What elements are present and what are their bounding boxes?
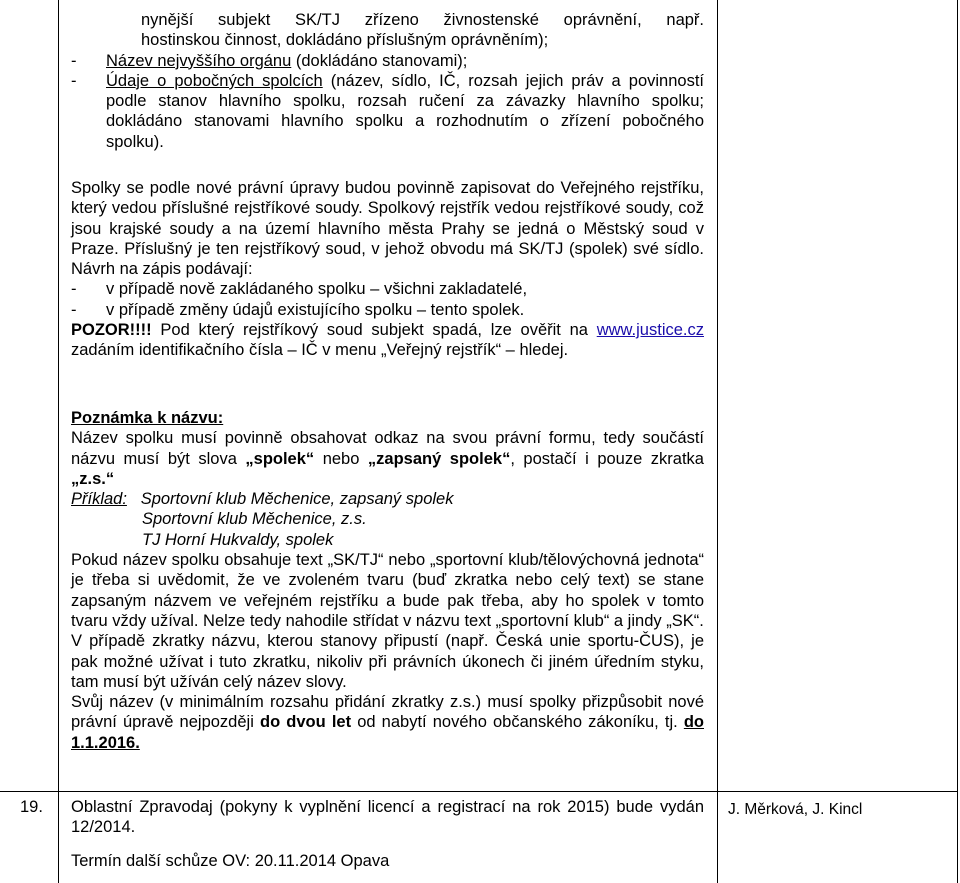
- note-section: [71, 408, 704, 753]
- responsible-persons: J. Měrková, J. Kincl: [728, 801, 863, 818]
- list-item: - Údaje o pobočných spolcích (název, sídlo, IČ, rozsah jejich práv a povinností podle stanov hlavního spolku, rozsah ručení za závazky hlavního spolku; dokládáno stanovami hlavního spolku a rozhodnutím o zřízení pobočného spolku).: [71, 71, 704, 151]
- top-line-2: hostinskou činnost, dokládáno příslušným oprávněním);: [141, 31, 549, 50]
- note-paragraph: Pokud název spolku obsahuje text „SK/TJ“ nebo „sportovní klub/tělovýchovná jednota“ je třeba si uvědomit, že ve zvoleném tvaru (buď zkratka nebo celý text) se stane zapsaným názvem ve veřejném rejstříku a bude pak třeba, aby ho spolek v tomto tvaru vždy užíval. Nelze tedy nahodile střídat v názvu text „sportovní klub“ a jindy „SK“.: [71, 551, 704, 630]
- item-underlined-title: Údaje o pobočných spolcích: [106, 71, 323, 90]
- note-paragraph: V případě zkratky názvu, kterou stanovy připustí (např. Česká unie sportu-ČUS), je pak možné užívat i tuto zkratku, nikoliv při právních úkonech či jiném úředním styku, tam musí být užíván celý název slovy.: [71, 632, 704, 691]
- table-mid-border: [717, 0, 718, 883]
- example-label: Příklad:: [71, 490, 127, 509]
- example-line: TJ Horní Hukvaldy, spolek: [142, 530, 334, 549]
- table-right-border: [957, 0, 958, 883]
- pozor-paragraph: POZOR!!!! Pod který rejstříkový soud subjekt spadá, lze ověřit na www.justice.cz zadáním identifikačního čísla – IČ v menu „Veřejný rejstřík“ – hledej.: [71, 321, 704, 360]
- note-paragraph: Svůj název (v minimálním rozsahu přidání zkratky z.s.) musí spolky přizpůsobit nové právní úpravě nejpozději do dvou let od nabytí nového občanského zákoníku, tj. do 1.1.2016.: [71, 693, 705, 752]
- list-item: - v případě nově zakládaného spolku – všichni zakladatelé,: [71, 280, 528, 299]
- list-item: - Název nejvyššího orgánu (dokládáno stanovami);: [71, 51, 468, 70]
- note-paragraph: Název spolku musí povinně obsahovat odkaz na svou právní formu, tedy součástí názvu musí být slova „spolek“ nebo „zapsaný spolek“, postačí i pouze zkratka „z.s.“: [71, 429, 704, 488]
- next-meeting: Termín další schůze OV: 20.11.2014 Opava: [71, 852, 390, 870]
- item-underlined-title: Název nejvyššího orgánu: [106, 51, 292, 70]
- row-19-text: Oblastní Zpravodaj (pokyny k vyplnění licencí a registrací na rok 2015) bude vydán 12/2014.: [71, 798, 704, 837]
- example-line: Příklad: Sportovní klub Měchenice, zapsaný spolek: [71, 490, 454, 509]
- list-item: - v případě změny údajů existujícího spolku – tento spolek.: [71, 300, 525, 319]
- note-heading: Poznámka k názvu:: [71, 409, 224, 427]
- row-separator: [0, 791, 958, 792]
- row-number: 19.: [20, 798, 43, 816]
- register-section: [71, 178, 704, 361]
- top-block: [71, 10, 704, 152]
- table-left-border: [58, 0, 59, 883]
- justice-link[interactable]: www.justice.cz: [596, 321, 704, 340]
- row-19-text-cell: [71, 797, 704, 838]
- pozor-label: POZOR!!!!: [71, 321, 152, 340]
- register-paragraph: Spolky se podle nové právní úpravy budou povinně zapisovat do Veřejného rejstříku, který vedou příslušné rejstříkové soudy. Spolkový rejstřík vedou rejstříkové soudy, což jsou krajské soudy a na území hlavního města Prahy se jedná o Městský soud v Praze. Příslušný je ten rejstříkový soud, v jehož obvodu má SK/TJ (spolek) své sídlo. Návrh na zápis podávají:: [71, 179, 704, 279]
- top-line-1: nynější subjekt SK/TJ zřízeno živnostenské oprávnění, např.: [141, 11, 704, 29]
- example-line: Sportovní klub Měchenice, z.s.: [142, 510, 367, 529]
